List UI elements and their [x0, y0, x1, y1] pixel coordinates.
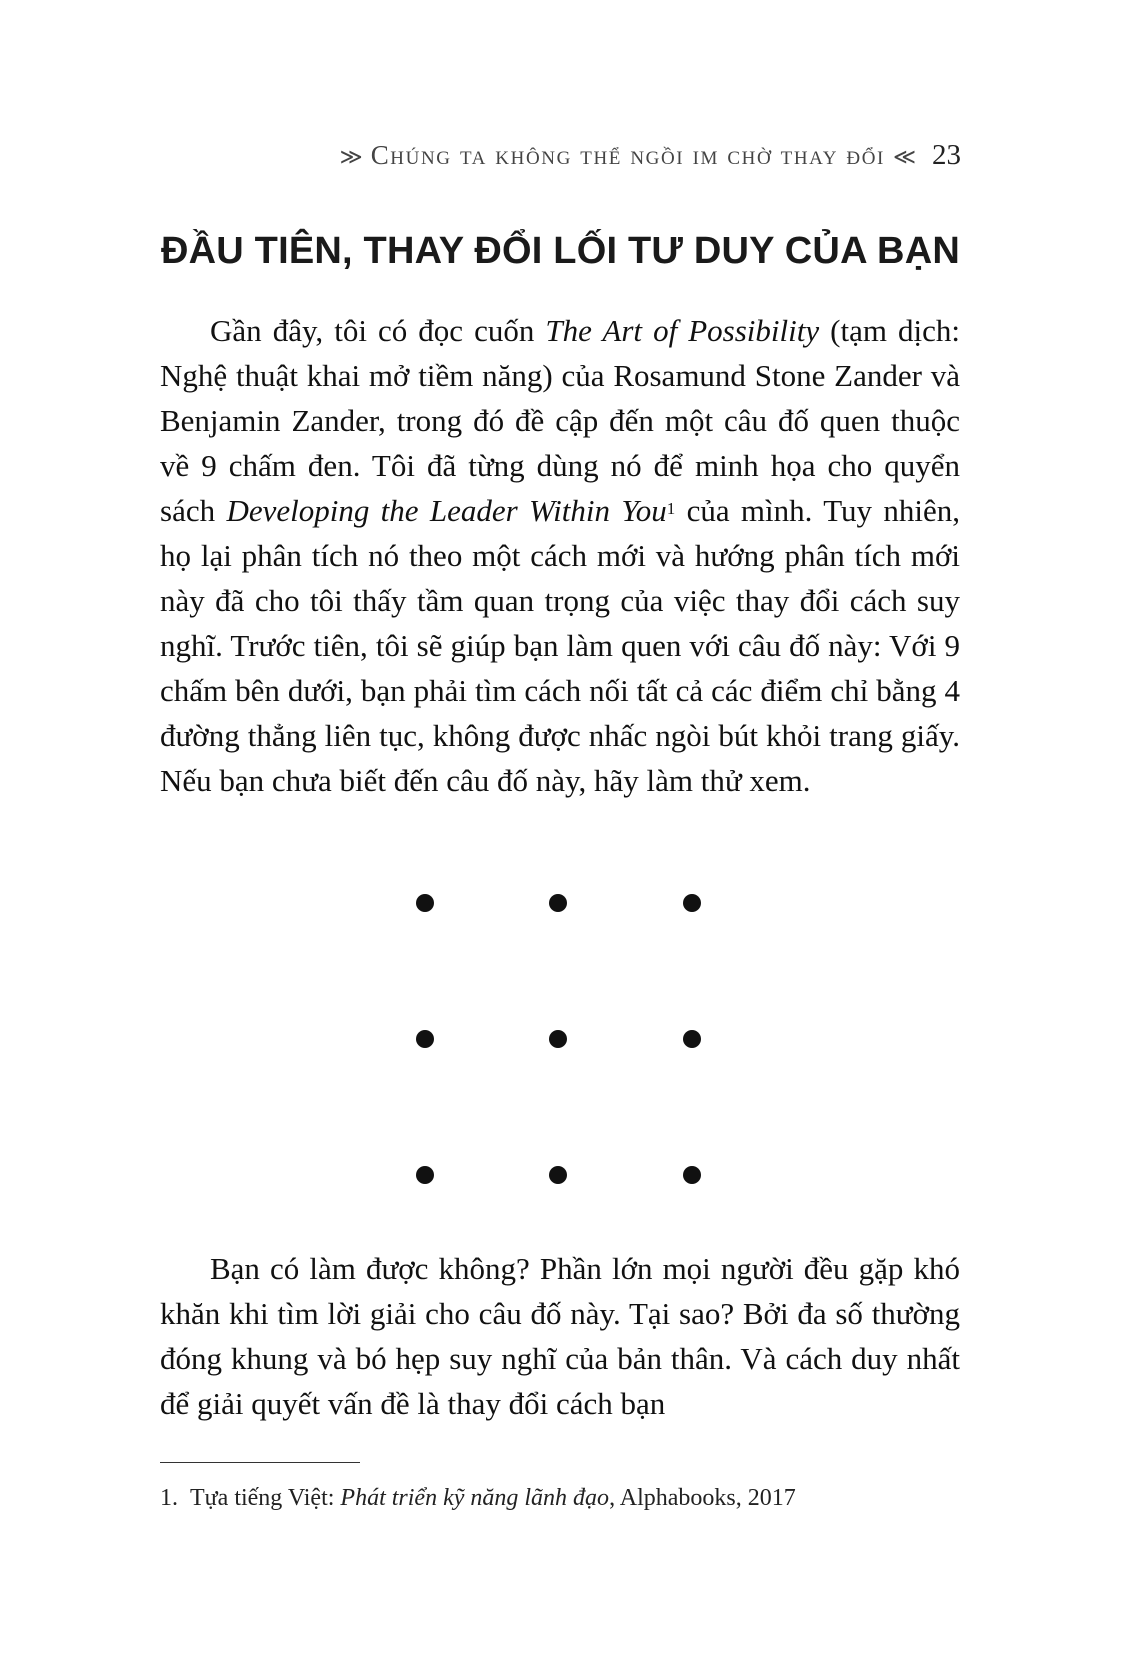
puzzle-dot: [683, 1030, 701, 1048]
book-title: The Art of Possibility: [545, 313, 820, 348]
paragraph-text-part: (tạm dịch: Nghệ thuật khai mở tiềm năng) của Rosamund Stone Zander và Benjamin Zander, trong đó đề cập đến một câu đố quen thuộc về 9 chấm đen. Tôi đã từng dùng nó để minh họa cho quyển sách: [160, 313, 960, 528]
paragraph-text: [160, 308, 960, 803]
footnote-book-title: Phát triển kỹ năng lãnh đạo: [340, 1485, 610, 1511]
puzzle-dot: [549, 1166, 567, 1184]
running-header: [160, 139, 961, 179]
body-paragraph-1: [160, 308, 960, 803]
puzzle-dot: [416, 1166, 434, 1184]
footnote-number: 1.: [160, 1485, 178, 1511]
footnote-text-part: Tựa tiếng Việt:: [190, 1485, 341, 1511]
book-title: Developing the Leader Within You: [226, 493, 667, 528]
footnote-text-part: , Alphabooks, 2017: [609, 1485, 796, 1511]
footnote-divider: [160, 1462, 360, 1463]
paragraph-text: Bạn có làm được không? Phần lớn mọi người đều gặp khó khăn khi tìm lời giải cho câu đố này. Tại sao? Bởi đa số thường đóng khung và bó hẹp suy nghĩ của bản thân. Và cách duy nhất để giải quyết vấn đề là thay đổi cách bạn: [160, 1251, 960, 1421]
puzzle-dot: [549, 1030, 567, 1048]
puzzle-dot: [416, 1030, 434, 1048]
left-chevron-icon: ≫: [339, 145, 363, 170]
puzzle-dot: [683, 1166, 701, 1184]
body-paragraph-2: [160, 1246, 960, 1426]
puzzle-dot: [416, 894, 434, 912]
running-title: Chúng ta không thể ngồi im chờ thay đổi: [370, 140, 885, 170]
page-number: 23: [932, 139, 961, 171]
paragraph-text-part: Gần đây, tôi có đọc cuốn: [210, 313, 546, 348]
puzzle-dot: [683, 894, 701, 912]
right-chevron-icon: ≪: [892, 145, 916, 170]
footnote: [160, 1482, 796, 1514]
section-heading: ĐẦU TIÊN, THAY ĐỔI LỐI TƯ DUY CỦA BẠN: [161, 230, 960, 272]
puzzle-dot: [549, 894, 567, 912]
paragraph-text-part: của mình. Tuy nhiên, họ lại phân tích nó theo một cách mới và hướng phân tích mới này đã cho tôi thấy tầm quan trọng của việc thay đổi cách suy nghĩ. Trước tiên, tôi sẽ giúp bạn làm quen với câu đố này: Với 9 chấm bên dưới, bạn phải tìm cách nối tất cả các điểm chỉ bằng 4 đường thẳng liên tục, không được nhấc ngòi bút khỏi trang giấy. Nếu bạn chưa biết đến câu đố này, hãy làm thử xem.: [160, 493, 960, 798]
footnote-reference: 1: [666, 499, 676, 518]
